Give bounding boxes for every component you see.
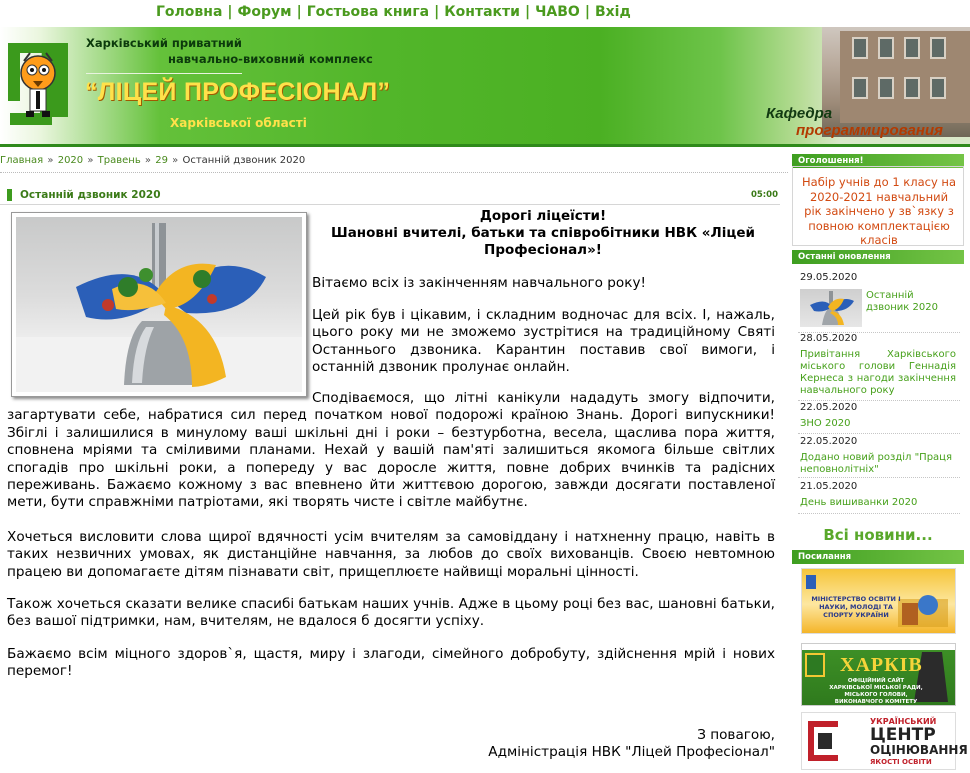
top-navigation [0,0,970,27]
article-paragraph-3 [7,390,775,512]
article-signature [400,727,775,762]
assessment-center-banner[interactable] [801,712,968,770]
assessment-banner-main-2: ОЦІНЮВАННЯ [870,743,968,757]
notice-box [792,166,964,246]
notice-header: Оголошення! [792,154,964,168]
update-date: 21.05.2020 [800,481,858,492]
breadcrumb-arrow: » [144,155,152,166]
update-date: 22.05.2020 [800,402,858,413]
building-window [904,77,920,99]
update-separator [798,400,960,401]
article-title: Останній дзвоник 2020 [20,189,161,201]
nav-separator: | [584,4,590,20]
kharkiv-banner-text: ОФІЦІЙНИЙ САЙТ ХАРКІВСЬКОЇ МІСЬКОЇ РАДИ, МІСЬКОГО ГОЛОВИ, ВИКОНАВЧОГО КОМІТЕТУ [829,678,923,705]
signature-line-1: З повагою, [697,727,775,743]
update-date: 28.05.2020 [800,333,858,344]
updates-header: Останні оновлення [792,250,964,264]
breadcrumb-day[interactable]: 29 [155,155,168,166]
nav-login-link[interactable]: Вхід [594,4,631,20]
article-paragraph-1: Вітаємо всіх із закінченням навчального року! [312,275,646,291]
nav-contacts-link[interactable]: Контакти [444,4,520,20]
article-paragraph-6: Бажаємо всім міцного здоров`я, щастя, миру і злагоди, сімейного добробуту, здійснення мрій і нових перемог! [7,646,775,680]
breadcrumb-current: Останній дзвоник 2020 [182,155,306,166]
paragraph-3-text: Сподіваємося, що літні канікули нададуть змогу відпочити, загартувати себе, набратися сил перед початком нової подорожі країною Знань. Дорогі випускники! Збіглі і залишилися в минулому ваші шкільні дні і роки – безтурботна, весела, щаслива пора життя, сповнена мріями та сміливими планами. Нехай у вашій пам'яті залишиться якомога більше світлих спогадів про шкільні роки, а попереду у вас доросле життя, повне добрих вчинків та радісних переживань. Бажаємо кожному з вас впевнено йти життєвою дорогою, завжди досягати поставленої мети, бути справжніми патріотами, які творять чисте і світле майбутнє. [7,390,775,511]
breadcrumb-arrow: » [47,155,54,166]
department-name: программирования [796,122,943,139]
notice-text[interactable]: Набір учнів до 1 класу на 2020-2021 навчальний рік закінчено у зв`язку з повною комплектацією класів [802,175,956,247]
nav-separator: | [296,4,302,20]
lyceum-logo[interactable] [2,39,74,125]
breadcrumb-arrow: » [87,155,94,166]
breadcrumb-month[interactable]: Травень [97,155,141,166]
update-date: 22.05.2020 [800,436,858,447]
school-building-photo [822,27,970,137]
kharkiv-city-banner[interactable] [801,643,956,706]
article-paragraph-5: Також хочеться сказати велике спасибі батькам наших учнів. Адже в цьому році без вас, шановні батьки, без вашої підтримки, нам, вчителям, не вдалося б досягти успіху. [7,596,775,630]
building-window [878,37,894,59]
update-link[interactable]: Додано новий розділ "Праця неповнолітніх" [800,452,952,475]
article-time: 05:00 [750,190,778,200]
update-separator [798,433,960,434]
header-region: Харківської області [170,116,307,130]
top-nav-links [156,4,631,20]
update-link[interactable]: ЗНО 2020 [800,418,851,429]
kharkiv-banner-title: ХАРКІВ [840,654,923,676]
signature-line-2: Адміністрація НВК "Ліцей Професіонал" [488,744,775,761]
bell-photo [16,217,302,392]
building-window [852,37,868,59]
article-header-marker [7,189,12,201]
assessment-banner-top: УКРАЇНСЬКИЙ [870,717,937,726]
nav-faq-link[interactable]: ЧАВО [535,4,580,20]
nav-home-link[interactable]: Головна [156,4,223,20]
update-link[interactable]: Привітання Харківського міського голови Геннадія Кернеса з нагоди закінчення навчального року [800,349,956,396]
update-thumbnail[interactable] [800,289,862,327]
links-header: Посилання [792,550,964,564]
breadcrumb-year[interactable]: 2020 [57,155,84,166]
site-header-banner [0,27,970,147]
assessment-banner-main-1: ЦЕНТР [870,725,936,745]
bell-thumbnail-image [800,289,862,327]
building-window [930,37,946,59]
header-divider [86,73,242,74]
breadcrumb-arrow: » [172,155,179,166]
update-link[interactable]: Останній дзвоник 2020 [866,290,938,313]
building-window [878,77,894,99]
nav-separator: | [524,4,531,20]
article-image [11,212,307,397]
article-greeting [312,208,774,259]
header-line-2: навчально-виховний комплекс [168,52,373,66]
assessment-banner-bottom: ЯКОСТІ ОСВІТИ [870,758,932,766]
update-date: 29.05.2020 [800,272,858,283]
greeting-line-2: Шановні вчителі, батьки та співробітники НВК «Ліцей Професіонал»! [331,225,755,258]
breadcrumb [0,155,305,166]
nav-separator: | [227,4,233,20]
breadcrumb-divider [0,172,788,176]
article-header [0,188,780,205]
update-separator [798,477,960,478]
update-separator [798,513,960,514]
building-window [852,77,868,99]
article-paragraph-4: Хочеться висловити слова щирої вдячності усім вчителям за самовіддану і натхненну працю, навіть в таких незвичних умовах, як дистанційне навчання, за любов до своїх вихованців. Своєю невтомною працею ви допомагаєте дітям пізнавати світ, прищеплюєте найвищі моральні цінності. [7,529,775,580]
ministry-education-banner[interactable] [801,568,956,634]
all-news-link[interactable]: Всі новини... [823,526,933,544]
nav-guestbook-link[interactable]: Гостьова книга [306,4,430,20]
header-title: “ЛІЦЕЙ ПРОФЕСІОНАЛ” [85,78,391,106]
update-link[interactable]: День вишиванки 2020 [800,497,918,508]
building-window [930,77,946,99]
nav-separator: | [434,4,440,20]
building-window [904,37,920,59]
header-line-1: Харківський приватний [86,36,242,50]
bell-with-ribbon-image [16,217,302,392]
article-paragraph-2: Цей рік був і цікавим, і складним водночас для всіх. І, нажаль, цього року ми не зможемо зустрітися на традиційному Святі Останнього дзвоника. Карантин поставив свої вимоги, і останній дзвоник пролунає онлайн. [312,307,775,376]
department-label: Кафедра [766,105,833,122]
breadcrumb-home[interactable]: Главная [0,155,44,166]
nav-forum-link[interactable]: Форум [237,4,292,20]
greeting-line-1: Дорогі ліцеїсти! [479,208,607,224]
ministry-banner-text: МІНІСТЕРСТВО ОСВІТИ І НАУКИ, МОЛОДІ ТА СПОРТУ УКРАЇНИ [811,595,901,619]
